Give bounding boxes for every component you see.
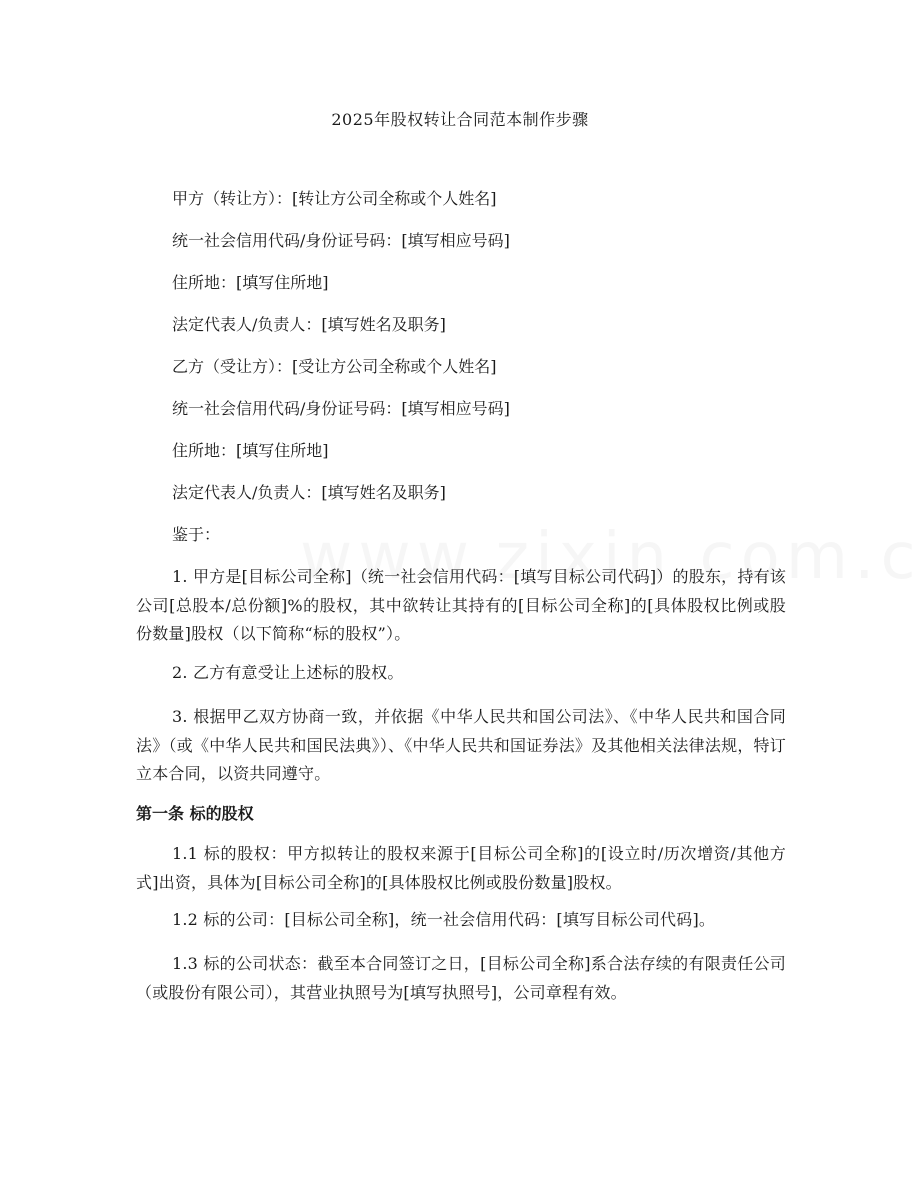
party-a-name: 甲方（转让方）：[转让方公司全称或个人姓名] bbox=[172, 189, 497, 208]
party-b-representative: 法定代表人/负责人：[填写姓名及职务] bbox=[172, 483, 446, 502]
party-b-name: 乙方（受让方）：[受让方公司全称或个人姓名] bbox=[172, 357, 497, 376]
party-b-credit-code: 统一社会信用代码/身份证号码：[填写相应号码] bbox=[172, 399, 510, 418]
party-a-credit-code: 统一社会信用代码/身份证号码：[填写相应号码] bbox=[172, 231, 510, 250]
clause-1-2: 1.2 标的公司：[目标公司全称]，统一社会信用代码：[填写目标公司代码]。 bbox=[172, 910, 716, 929]
party-a-representative: 法定代表人/负责人：[填写姓名及职务] bbox=[172, 315, 446, 334]
article-1-heading: 第一条 标的股权 bbox=[136, 804, 254, 823]
document-title: 2025年股权转让合同范本制作步骤 bbox=[331, 110, 589, 129]
clause-1-3: 1.3 标的公司状态：截至本合同签订之日，[目标公司全称]系合法存续的有限责任公司（或股份有限公司），其营业执照号为[填写执照号]，公司章程有效。 bbox=[136, 954, 786, 1002]
party-b-address: 住所地：[填写住所地] bbox=[172, 441, 329, 460]
clause-1-1: 1.1 标的股权：甲方拟转让的股权来源于[目标公司全称]的[设立时/历次增资/其他方式]出资，具体为[目标公司全称]的[具体股权比例或股份数量]股权。 bbox=[136, 844, 786, 892]
whereas-label: 鉴于： bbox=[172, 525, 221, 544]
recital-3: 3. 根据甲乙双方协商一致，并依据《中华人民共和国公司法》、《中华人民共和国合同法》（或《中华人民共和国民法典》）、《中华人民共和国证券法》及其他相关法律法规，特订立本合同，以资共同遵守。 bbox=[136, 707, 786, 783]
recital-2: 2. 乙方有意受让上述标的股权。 bbox=[172, 663, 404, 682]
recital-1: 1. 甲方是[目标公司全称]（统一社会信用代码：[填写目标公司代码]）的股东，持有该公司[总股本/总份额]%的股权，其中欲转让其持有的[目标公司全称]的[具体股权比例或股份数量]股权（以下简称“标的股权”）。 bbox=[136, 567, 786, 643]
party-a-address: 住所地：[填写住所地] bbox=[172, 273, 329, 292]
